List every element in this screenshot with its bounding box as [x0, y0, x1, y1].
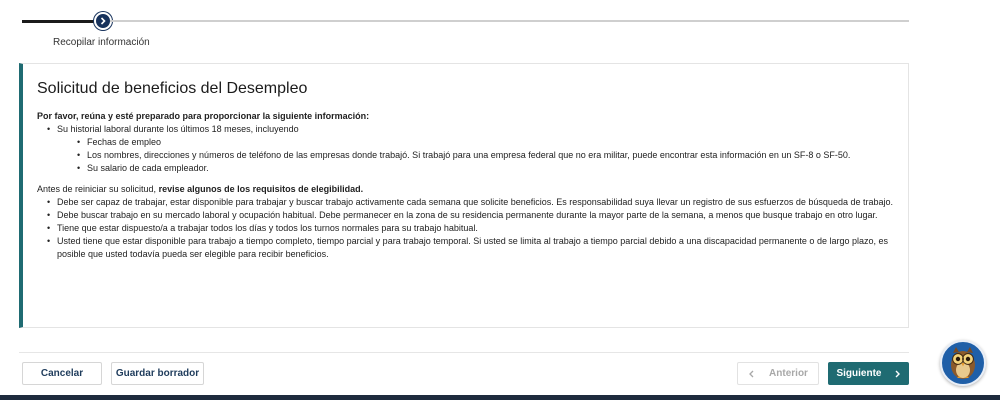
- chevron-right-icon: [894, 370, 901, 378]
- previous-button[interactable]: [737, 362, 819, 385]
- list-item: • Debe ser capaz de trabajar, estar disponible para trabajar y buscar trabajo activamente cada semana que solicite beneficios. Es responsabilidad suya llevar un registro de sus esfuerzos de búsqueda de trabajo.: [47, 196, 897, 209]
- info-list: [37, 123, 897, 175]
- stepper-remaining-line: [110, 20, 909, 22]
- requirements-intro-emphasis: revise algunos de los requisitos de elegibilidad.: [158, 184, 364, 194]
- cancel-button-label: Cancelar: [40, 368, 84, 379]
- progress-stepper: [0, 0, 1000, 60]
- info-card: [19, 63, 909, 328]
- requirements-list: [37, 196, 897, 261]
- info-lead: Por favor, reúna y esté preparado para proporcionar la siguiente información:: [37, 111, 370, 121]
- list-item: • Usted tiene que estar disponible para trabajo a tiempo completo, tiempo parcial y para trabajo temporal. Si usted se limita al trabajo a tiempo parcial debido a una discapacidad permanente o de largo plazo, es posible que usted todavía pueda ser elegible para recibir beneficios.: [47, 235, 897, 261]
- list-item: • Fechas de empleo: [77, 136, 897, 149]
- list-item: • Tiene que estar dispuesto/a a trabajar todos los días y todos los turnos normales para su trabajo habitual.: [47, 222, 897, 235]
- chevron-right-icon: [99, 17, 107, 25]
- owl-avatar-icon: [946, 345, 980, 381]
- next-button-label: Siguiente: [836, 368, 882, 379]
- save-draft-button[interactable]: [111, 362, 204, 385]
- page-bottom-bar: [0, 395, 1000, 400]
- card-body: [37, 110, 897, 261]
- info-sublist: [57, 136, 897, 175]
- list-item-text: Su historial laboral durante los últimos 18 meses, incluyendo: [57, 124, 299, 134]
- list-item: • Los nombres, direcciones y números de teléfono de las empresas donde trabajó. Si trabajó para una empresa federal que no era militar, puede encontrar esta información en un SF-8 o SF-50.: [77, 149, 897, 162]
- list-item: • Debe buscar trabajo en su mercado laboral y ocupación habitual. Debe permanecer en la zona de su residencia permanente durante la mayor parte de la semana, a menos que busque trabajo en otro lugar.: [47, 209, 897, 222]
- next-button[interactable]: [828, 362, 909, 385]
- list-item: • Su salario de cada empleador.: [77, 162, 897, 175]
- requirements-intro-text: Antes de reiniciar su solicitud,: [37, 184, 159, 194]
- save-draft-button-label: Guardar borrador: [115, 368, 200, 379]
- previous-button-label: Anterior: [769, 368, 808, 379]
- chevron-left-icon: [748, 370, 755, 378]
- footer-divider: [19, 352, 909, 353]
- step-label: Recopilar información: [53, 37, 150, 48]
- requirements-intro: [37, 183, 897, 196]
- list-item: [47, 123, 897, 175]
- page-title: Solicitud de beneficios del Desempleo: [37, 80, 308, 97]
- cancel-button[interactable]: [22, 362, 102, 385]
- stepper-completed-line: [22, 20, 96, 23]
- assistant-button[interactable]: [940, 340, 986, 386]
